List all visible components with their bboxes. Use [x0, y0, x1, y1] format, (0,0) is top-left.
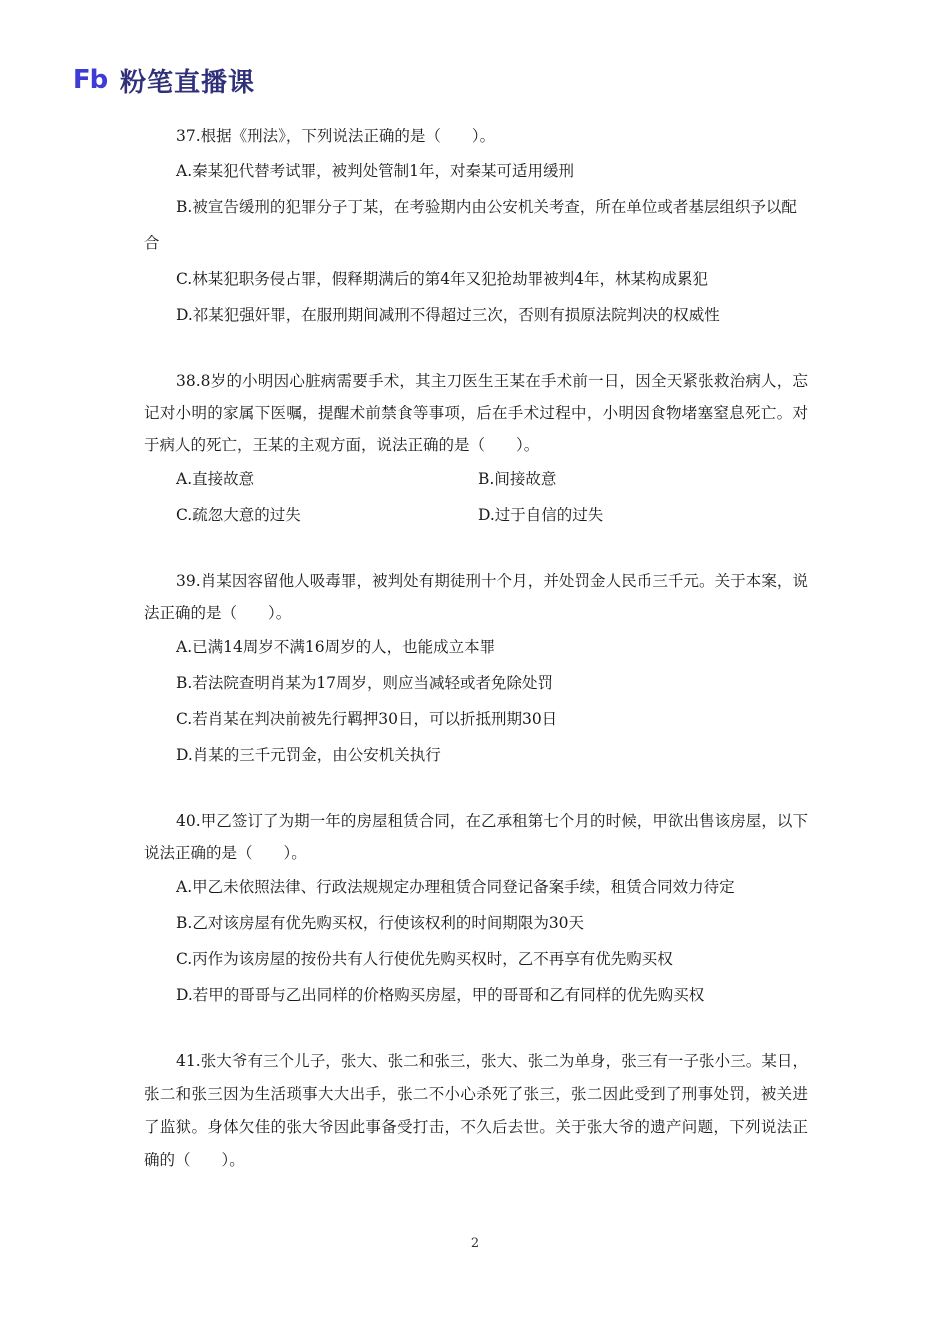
question-stem: 39.肖某因容留他人吸毒罪，被判处有期徒刑十个月，并处罚金人民币三千元。关于本案，说法正确的是（ ）。 — [144, 572, 808, 622]
question-37 — [144, 120, 808, 333]
question-40 — [144, 805, 808, 1013]
option-d: D.肖某的三千元罚金，由公安机关执行 — [176, 746, 441, 764]
question-stem: 37.根据《刑法》，下列说法正确的是（ ）。 — [176, 127, 496, 145]
question-stem: 41.张大爷有三个儿子，张大、张二和张三，张大、张二为单身，张三有一子张小三。某日，张二和张三因为生活琐事大大出手，张二不小心杀死了张三，张二因此受到了刑事处罚，被关进了监狱。身体欠佳的张大爷因此事备受打击，不久后去世。关于张大爷的遗产问题，下列说法正确的（ ）。 — [144, 1052, 808, 1169]
option-c: C.林某犯职务侵占罪，假释期满后的第4年又犯抢劫罪被判4年，林某构成累犯 — [176, 270, 708, 288]
option-d: D.祁某犯强奸罪，在服刑期间减刑不得超过三次，否则有损原法院判决的权威性 — [176, 306, 720, 324]
document-body — [144, 120, 808, 1177]
option-d: D.若甲的哥哥与乙出同样的价格购买房屋，甲的哥哥和乙有同样的优先购买权 — [176, 986, 705, 1004]
option-b: B.被宣告缓刑的犯罪分子丁某，在考验期内由公安机关考查，所在单位或者基层组织予以配合 — [144, 198, 797, 252]
question-stem: 40.甲乙签订了为期一年的房屋租赁合同，在乙承租第七个月的时候，甲欲出售该房屋，以下说法正确的是（ ）。 — [144, 812, 808, 862]
option-c: C.疏忽大意的过失 — [176, 506, 301, 524]
option-b: B.乙对该房屋有优先购买权，行使该权利的时间期限为30天 — [176, 914, 585, 932]
option-a: A.已满14周岁不满16周岁的人，也能成立本罪 — [176, 638, 496, 656]
option-b: B.若法院查明肖某为17周岁，则应当减轻或者免除处罚 — [176, 674, 554, 692]
option-a: A.直接故意 — [176, 470, 255, 488]
option-c: C.若肖某在判决前被先行羁押30日，可以折抵刑期30日 — [176, 710, 558, 728]
brand-name: 粉笔直播课 — [120, 67, 256, 98]
option-b: B.间接故意 — [478, 470, 557, 488]
question-stem: 38.8岁的小明因心脏病需要手术，其主刀医生王某在手术前一日，因全天紧张救治病人，忘记对小明的家属下医嘱，提醒术前禁食等事项，后在手术过程中，小明因食物堵塞窒息死亡。对于病人的死亡，王某的主观方面，说法正确的是（ ）。 — [144, 372, 808, 454]
brand-logo — [68, 62, 255, 98]
option-grid — [144, 461, 808, 533]
page-number: 2 — [470, 1236, 480, 1251]
option-c: C.丙作为该房屋的按份共有人行使优先购买权时，乙不再享有优先购买权 — [176, 950, 673, 968]
option-a: A.甲乙未依照法律、行政法规规定办理租赁合同登记备案手续，租赁合同效力待定 — [176, 878, 735, 896]
fb-logo-icon: Fb — [72, 65, 108, 95]
option-d: D.过于自信的过失 — [478, 506, 604, 524]
option-a: A.秦某犯代替考试罪，被判处管制1年，对秦某可适用缓刑 — [176, 162, 574, 180]
question-39 — [144, 565, 808, 773]
question-41 — [144, 1045, 808, 1177]
question-38 — [144, 365, 808, 533]
